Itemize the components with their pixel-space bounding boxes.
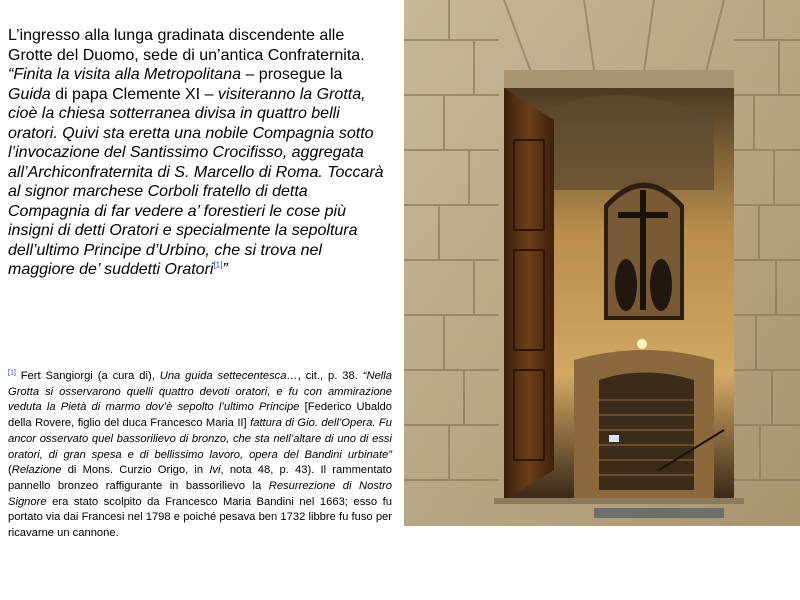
footnote-text: ( <box>8 464 12 477</box>
cross-icon <box>640 190 646 310</box>
lamp-icon <box>637 339 647 349</box>
figure-right <box>650 259 672 311</box>
footnote-ref-link[interactable]: [1] <box>213 260 223 270</box>
footnote-marker-link[interactable]: [1] <box>8 369 16 377</box>
footnote <box>8 369 392 542</box>
footnote-title: Resurrezione di Nostro Signore <box>8 479 392 508</box>
quote-mid2: di papa Clemente XI – <box>50 85 218 103</box>
footnote-title: Una guida settecentesca… <box>159 370 298 382</box>
main-text <box>8 26 388 280</box>
quote-close: ” <box>222 261 228 278</box>
figure-left <box>615 259 637 311</box>
caption-paragraph <box>8 26 388 280</box>
doorway-photo-illustration <box>404 0 800 526</box>
doorway-photo <box>404 0 800 526</box>
footnote-title: Relazione <box>11 464 62 477</box>
guida-word: Guida <box>8 85 51 103</box>
floor-grate <box>594 508 724 518</box>
footnote-text: di Mons. Curzio Origo, in <box>61 464 210 477</box>
footnote-text: [Federico Ubaldo della Rovere, figlio del duca Francesco Maria II] <box>8 401 393 430</box>
lintel <box>504 70 734 90</box>
quote-open: “Finita la visita alla Metropolitana <box>8 66 241 83</box>
wooden-door <box>504 88 554 500</box>
footnote-text: Fert Sangiorgi (a cura di), <box>15 370 160 382</box>
footnote-quote: fattura di Gio. dell’Opera. Fu ancor osservato quel bassorilievo di bronzo, che sta nell’altare di uno di essi oratori, di gran spesa e di bellissimo lavoro, opera del Bandini urbinate” <box>8 417 392 461</box>
footnote-title: Ivi <box>209 464 221 477</box>
intro-caption: L’ingresso alla lunga gradinata discendente alle Grotte del Duomo, sede di un’antica Confraternita. <box>8 27 365 64</box>
quote-body: visiteranno la Grotta, cioè la chiesa sotterranea divisa in quattro belli oratori. Quivi sta eretta una nobile Compagnia sotto l’invocazione del Santissimo Crocifisso, aggregata all’Archiconfraternita di S. Marcello di Roma. Toccarà al signor marchese Corboli fratello di detta Compagnia di far vedere a’ forestieri le cose più insigni di detti Oratori e specialmente la sepoltura dell’ultimo Principe d’Urbino, che si trova nel maggiore de’ suddetti Oratori <box>8 85 384 278</box>
footnote-text: , nota 48, p. 43). Il rammentato pannello bronzeo raffigurante in bassorilievo la <box>8 464 392 492</box>
footnote-quote: “Nella Grotta si osservarono quelli quattro devoti oratori, e fu con ammirazione veduta la Pietà di marmo dov’è sepolto l’ultimo Principe <box>8 370 393 414</box>
footnote-text: , cit., p. 38. <box>297 370 363 382</box>
quote-mid1: – prosegue la <box>241 66 343 83</box>
footnote-text: era stato scolpito da Francesco Maria Bandini nel 1663; esso fu portato via dai Francesi nel 1798 e poiché pesava ben 1732 libbre fu fuso per ricavarne un cannone. <box>8 495 392 540</box>
